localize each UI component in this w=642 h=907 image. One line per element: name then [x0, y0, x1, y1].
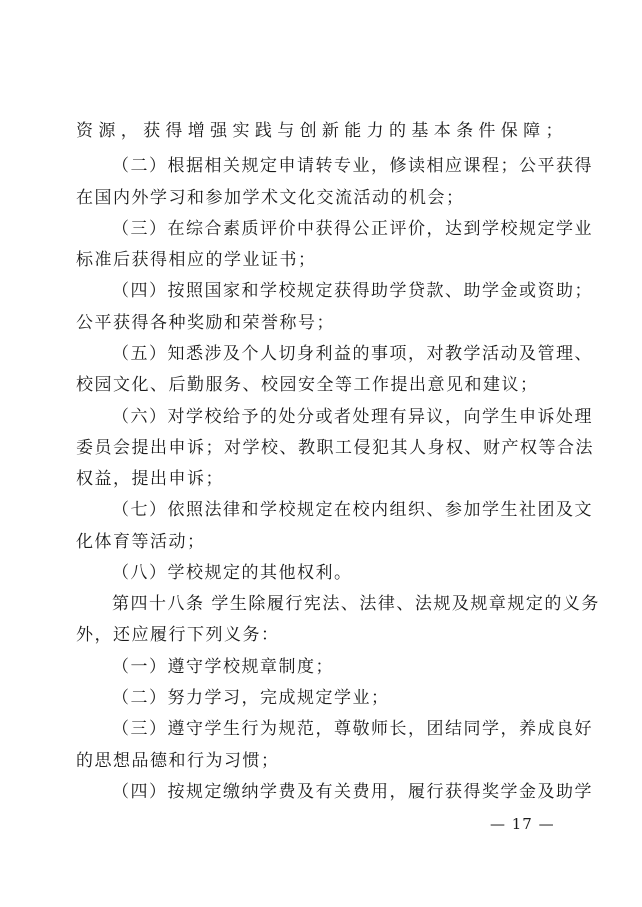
text-line: （四）按规定缴纳学费及有关费用，履行获得奖学金及助学 — [112, 782, 593, 802]
text-line: （八）学校规定的其他权利。 — [112, 563, 353, 583]
text-line: 外，还应履行下列义务： — [76, 625, 280, 645]
text-line: （五）知悉涉及个人切身利益的事项，对教学活动及管理、 — [112, 344, 593, 364]
text-line: （二）努力学习，完成规定学业； — [112, 688, 390, 708]
text-line: 公平获得各种奖励和荣誉称号； — [76, 313, 335, 333]
text-line: 校园文化、后勤服务、校园安全等工作提出意见和建议； — [76, 375, 539, 395]
text-line: （三）遵守学生行为规范，尊敬师长，团结同学，养成良好 — [112, 719, 593, 739]
text-line: 资源，获得增强实践与创新能力的基本条件保障； — [76, 121, 564, 141]
text-line: 委员会提出申诉；对学校、教职工侵犯其人身权、财产权等合法 — [76, 438, 594, 458]
text-line: （四）按照国家和学校规定获得助学贷款、助学金或资助； — [112, 281, 593, 301]
text-line: 在国内外学习和参加学术文化交流活动的机会； — [76, 188, 465, 208]
text-line: 化体育等活动； — [76, 532, 206, 552]
text-line: 的思想品德和行为习惯； — [76, 751, 280, 771]
page-number: — 17 — — [490, 815, 555, 833]
text-line: （二）根据相关规定申请转专业，修读相应课程；公平获得 — [112, 156, 593, 176]
text-line: 标准后获得相应的学业证书； — [76, 250, 317, 270]
text-line: （七）依照法律和学校规定在校内组织、参加学生社团及文 — [112, 500, 593, 520]
text-line: 权益，提出申诉； — [76, 469, 224, 489]
text-line: （六）对学校给予的处分或者处理有异议，向学生申诉处理 — [112, 407, 593, 427]
text-line: （三）在综合素质评价中获得公正评价，达到学校规定学业 — [112, 219, 593, 239]
text-line: （一）遵守学校规章制度； — [112, 657, 334, 677]
article-heading-line: 第四十八条 学生除履行宪法、法律、法规及规章规定的义务 — [112, 594, 600, 614]
